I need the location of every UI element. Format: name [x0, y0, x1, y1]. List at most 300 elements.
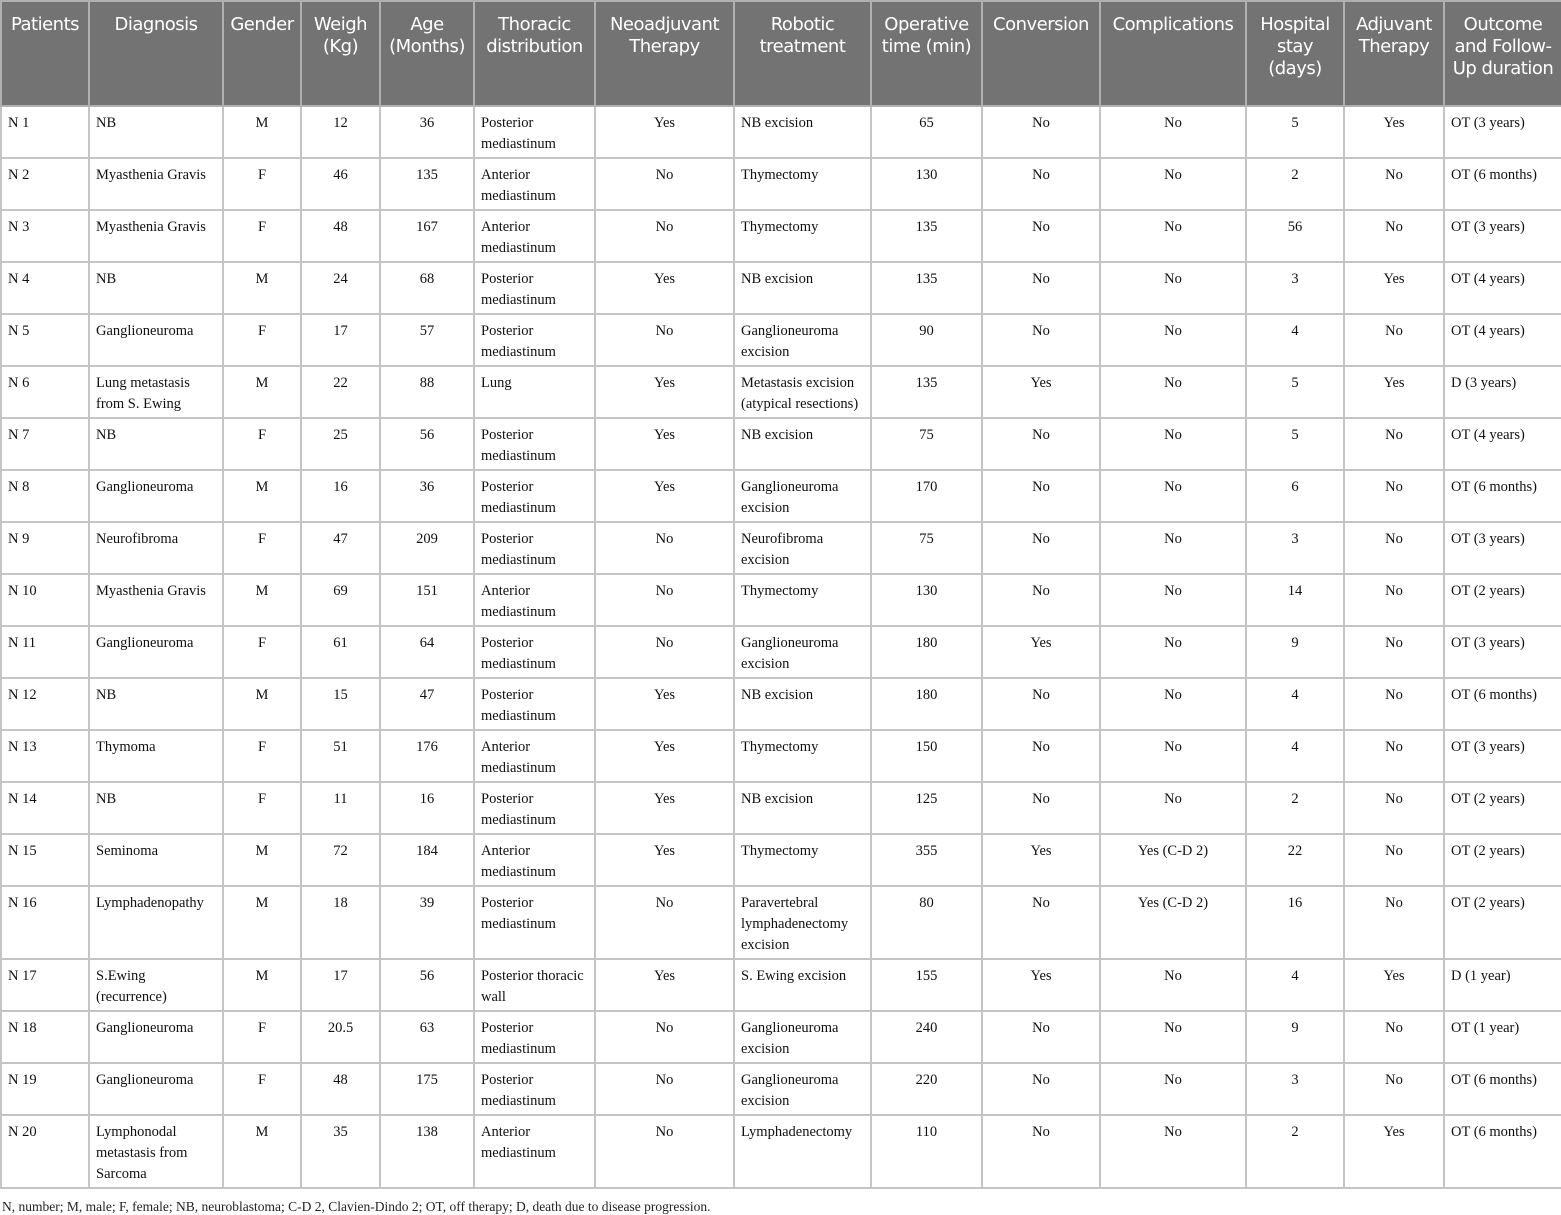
table-cell: 170	[871, 470, 982, 522]
table-cell: N 16	[1, 886, 89, 959]
table-cell: NB	[89, 418, 223, 470]
table-cell: Myasthenia Gravis	[89, 210, 223, 262]
table-cell: 9	[1246, 626, 1344, 678]
table-cell: N 20	[1, 1115, 89, 1188]
table-cell: No	[595, 1011, 734, 1063]
table-cell: 22	[1246, 834, 1344, 886]
table-row	[1, 1063, 1561, 1115]
table-cell: Thymectomy	[734, 210, 871, 262]
table-cell: No	[1100, 678, 1246, 730]
table-cell: OT (2 years)	[1444, 834, 1561, 886]
table-cell: 5	[1246, 418, 1344, 470]
table-cell: No	[1100, 106, 1246, 158]
table-cell: Neurofibroma	[89, 522, 223, 574]
table-cell: 16	[380, 782, 474, 834]
table-cell: Posterior mediastinum	[474, 678, 595, 730]
table-cell: Yes	[1344, 106, 1444, 158]
table-cell: OT (6 months)	[1444, 678, 1561, 730]
table-row	[1, 574, 1561, 626]
table-cell: Anterior mediastinum	[474, 730, 595, 782]
table-cell: 56	[1246, 210, 1344, 262]
table-cell: No	[1344, 314, 1444, 366]
table-cell: No	[1100, 470, 1246, 522]
table-cell: Paravertebral lymphadenectomy excision	[734, 886, 871, 959]
table-cell: NB excision	[734, 678, 871, 730]
table-cell: Ganglioneuroma excision	[734, 470, 871, 522]
table-cell: N 5	[1, 314, 89, 366]
table-cell: Anterior mediastinum	[474, 210, 595, 262]
table-cell: 135	[871, 210, 982, 262]
table-cell: N 19	[1, 1063, 89, 1115]
table-cell: F	[223, 730, 301, 782]
table-cell: 6	[1246, 470, 1344, 522]
table-row	[1, 470, 1561, 522]
table-cell: OT (2 years)	[1444, 782, 1561, 834]
table-cell: 75	[871, 418, 982, 470]
table-cell: No	[1344, 626, 1444, 678]
table-cell: 2	[1246, 782, 1344, 834]
table-cell: OT (3 years)	[1444, 522, 1561, 574]
table-cell: 16	[301, 470, 380, 522]
table-cell: N 12	[1, 678, 89, 730]
table-cell: Yes	[1344, 262, 1444, 314]
table-cell: 138	[380, 1115, 474, 1188]
table-cell: No	[1344, 158, 1444, 210]
table-cell: 176	[380, 730, 474, 782]
table-cell: Thymectomy	[734, 730, 871, 782]
column-header: Complications	[1100, 1, 1246, 106]
table-cell: 68	[380, 262, 474, 314]
table-row	[1, 158, 1561, 210]
table-cell: F	[223, 1063, 301, 1115]
table-cell: Yes	[982, 834, 1100, 886]
table-cell: 64	[380, 626, 474, 678]
table-cell: Metastasis excision (atypical resections)	[734, 366, 871, 418]
column-header: Age (Months)	[380, 1, 474, 106]
table-cell: 72	[301, 834, 380, 886]
table-cell: OT (3 years)	[1444, 210, 1561, 262]
table-cell: No	[595, 1115, 734, 1188]
table-cell: M	[223, 1115, 301, 1188]
column-header: Weigh (Kg)	[301, 1, 380, 106]
table-cell: No	[595, 626, 734, 678]
table-cell: N 14	[1, 782, 89, 834]
table-cell: No	[1344, 1011, 1444, 1063]
table-cell: Ganglioneuroma	[89, 626, 223, 678]
table-cell: Posterior mediastinum	[474, 314, 595, 366]
table-cell: Lymphadenectomy	[734, 1115, 871, 1188]
table-cell: No	[982, 418, 1100, 470]
table-cell: N 18	[1, 1011, 89, 1063]
table-row	[1, 522, 1561, 574]
table-cell: 88	[380, 366, 474, 418]
table-cell: 18	[301, 886, 380, 959]
table-cell: No	[982, 262, 1100, 314]
table-cell: Yes	[982, 626, 1100, 678]
table-cell: 220	[871, 1063, 982, 1115]
table-cell: 17	[301, 959, 380, 1011]
table-cell: No	[1100, 1115, 1246, 1188]
table-cell: 240	[871, 1011, 982, 1063]
table-cell: No	[982, 470, 1100, 522]
table-cell: 151	[380, 574, 474, 626]
table-cell: 69	[301, 574, 380, 626]
table-cell: Posterior mediastinum	[474, 1011, 595, 1063]
table-cell: OT (4 years)	[1444, 262, 1561, 314]
table-cell: N 8	[1, 470, 89, 522]
table-cell: No	[595, 1063, 734, 1115]
table-cell: N 15	[1, 834, 89, 886]
table-cell: Anterior mediastinum	[474, 158, 595, 210]
table-cell: No	[1100, 262, 1246, 314]
table-cell: F	[223, 158, 301, 210]
table-cell: 130	[871, 158, 982, 210]
table-cell: 4	[1246, 678, 1344, 730]
table-cell: Yes	[1344, 366, 1444, 418]
table-cell: No	[1100, 959, 1246, 1011]
table-cell: 135	[871, 366, 982, 418]
table-row	[1, 210, 1561, 262]
table-row	[1, 418, 1561, 470]
table-cell: No	[1344, 782, 1444, 834]
table-cell: NB	[89, 782, 223, 834]
table-row	[1, 959, 1561, 1011]
table-row	[1, 1011, 1561, 1063]
table-cell: No	[595, 158, 734, 210]
header-row	[1, 1, 1561, 106]
table-cell: 16	[1246, 886, 1344, 959]
table-cell: 15	[301, 678, 380, 730]
table-row	[1, 730, 1561, 782]
table-cell: No	[1100, 418, 1246, 470]
table-cell: No	[1344, 522, 1444, 574]
table-cell: No	[595, 522, 734, 574]
table-cell: Yes	[595, 959, 734, 1011]
table-cell: F	[223, 314, 301, 366]
table-cell: No	[1344, 834, 1444, 886]
table-cell: Thymectomy	[734, 574, 871, 626]
table-cell: No	[1100, 626, 1246, 678]
table-cell: 24	[301, 262, 380, 314]
table-cell: 56	[380, 418, 474, 470]
table-cell: M	[223, 886, 301, 959]
table-cell: No	[1344, 886, 1444, 959]
table-cell: Anterior mediastinum	[474, 574, 595, 626]
table-cell: No	[595, 574, 734, 626]
table-cell: 56	[380, 959, 474, 1011]
table-cell: F	[223, 626, 301, 678]
table-cell: No	[982, 1063, 1100, 1115]
table-cell: Thymectomy	[734, 834, 871, 886]
table-cell: Lung	[474, 366, 595, 418]
table-cell: Myasthenia Gravis	[89, 158, 223, 210]
table-cell: 14	[1246, 574, 1344, 626]
table-cell: M	[223, 470, 301, 522]
table-cell: Yes	[982, 366, 1100, 418]
table-cell: NB excision	[734, 418, 871, 470]
table-cell: 135	[380, 158, 474, 210]
table-cell: D (1 year)	[1444, 959, 1561, 1011]
table-cell: 3	[1246, 262, 1344, 314]
table-cell: Yes	[595, 678, 734, 730]
table-cell: M	[223, 959, 301, 1011]
table-cell: Ganglioneuroma	[89, 1063, 223, 1115]
column-header: Outcome and Follow-Up duration	[1444, 1, 1561, 106]
table-cell: Yes	[1344, 959, 1444, 1011]
table-cell: Seminoma	[89, 834, 223, 886]
table-cell: No	[595, 210, 734, 262]
table-cell: 65	[871, 106, 982, 158]
table-cell: 355	[871, 834, 982, 886]
table-cell: 36	[380, 106, 474, 158]
table-cell: No	[1344, 470, 1444, 522]
column-header: Conversion	[982, 1, 1100, 106]
table-cell: OT (4 years)	[1444, 418, 1561, 470]
table-cell: No	[595, 314, 734, 366]
table-row	[1, 366, 1561, 418]
table-cell: NB	[89, 106, 223, 158]
column-header: Thoracic distribution	[474, 1, 595, 106]
table-cell: Yes (C-D 2)	[1100, 834, 1246, 886]
table-cell: F	[223, 418, 301, 470]
table-cell: N 17	[1, 959, 89, 1011]
table-cell: S. Ewing excision	[734, 959, 871, 1011]
table-cell: NB excision	[734, 106, 871, 158]
table-cell: OT (6 months)	[1444, 470, 1561, 522]
table-cell: Lymphonodal metastasis from Sarcoma	[89, 1115, 223, 1188]
table-cell: No	[982, 1115, 1100, 1188]
table-cell: Ganglioneuroma excision	[734, 314, 871, 366]
table-row	[1, 678, 1561, 730]
table-cell: F	[223, 1011, 301, 1063]
table-cell: Yes	[595, 262, 734, 314]
table-cell: 48	[301, 210, 380, 262]
table-cell: 209	[380, 522, 474, 574]
table-cell: M	[223, 834, 301, 886]
table-cell: 180	[871, 678, 982, 730]
table-cell: Yes	[595, 366, 734, 418]
table-cell: No	[982, 730, 1100, 782]
table-cell: 25	[301, 418, 380, 470]
table-cell: No	[1344, 678, 1444, 730]
table-cell: 167	[380, 210, 474, 262]
table-cell: 80	[871, 886, 982, 959]
table-cell: M	[223, 106, 301, 158]
table-row	[1, 886, 1561, 959]
column-header: Patients	[1, 1, 89, 106]
table-cell: 22	[301, 366, 380, 418]
table-cell: 2	[1246, 158, 1344, 210]
table-cell: 63	[380, 1011, 474, 1063]
table-cell: Yes	[595, 418, 734, 470]
table-cell: 61	[301, 626, 380, 678]
table-cell: N 7	[1, 418, 89, 470]
table-cell: OT (1 year)	[1444, 1011, 1561, 1063]
table-cell: 11	[301, 782, 380, 834]
table-cell: N 10	[1, 574, 89, 626]
table-cell: F	[223, 210, 301, 262]
column-header: Robotic treatment	[734, 1, 871, 106]
table-cell: 135	[871, 262, 982, 314]
table-cell: 125	[871, 782, 982, 834]
table-cell: N 2	[1, 158, 89, 210]
table-cell: 4	[1246, 730, 1344, 782]
table-cell: Ganglioneuroma excision	[734, 1063, 871, 1115]
table-footnote: N, number; M, male; F, female; NB, neuroblastoma; C-D 2, Clavien-Dindo 2; OT, off therapy; D, death due to disease progression.	[2, 1199, 711, 1214]
table-cell: N 9	[1, 522, 89, 574]
table-cell: 180	[871, 626, 982, 678]
table-cell: 4	[1246, 314, 1344, 366]
table-cell: Anterior mediastinum	[474, 834, 595, 886]
table-cell: 39	[380, 886, 474, 959]
table-cell: No	[1344, 1063, 1444, 1115]
table-cell: Posterior mediastinum	[474, 522, 595, 574]
table-cell: OT (3 years)	[1444, 626, 1561, 678]
table-cell: Ganglioneuroma	[89, 1011, 223, 1063]
table-cell: No	[1344, 418, 1444, 470]
table-cell: Yes	[1344, 1115, 1444, 1188]
table-cell: Posterior mediastinum	[474, 886, 595, 959]
table-cell: Posterior thoracic wall	[474, 959, 595, 1011]
table-cell: OT (6 months)	[1444, 158, 1561, 210]
table-cell: Myasthenia Gravis	[89, 574, 223, 626]
table-cell: Anterior mediastinum	[474, 1115, 595, 1188]
column-header: Diagnosis	[89, 1, 223, 106]
table-cell: No	[595, 886, 734, 959]
table-cell: OT (6 months)	[1444, 1115, 1561, 1188]
table-cell: No	[982, 210, 1100, 262]
table-cell: Yes (C-D 2)	[1100, 886, 1246, 959]
table-row	[1, 1115, 1561, 1188]
table-row	[1, 106, 1561, 158]
table-cell: No	[982, 522, 1100, 574]
column-header: Gender	[223, 1, 301, 106]
table-cell: 17	[301, 314, 380, 366]
table-cell: 5	[1246, 366, 1344, 418]
table-cell: Ganglioneuroma excision	[734, 1011, 871, 1063]
table-cell: Posterior mediastinum	[474, 418, 595, 470]
table-cell: F	[223, 522, 301, 574]
table-row	[1, 262, 1561, 314]
table-cell: 90	[871, 314, 982, 366]
table-cell: No	[1344, 730, 1444, 782]
table-cell: Ganglioneuroma	[89, 470, 223, 522]
table-cell: Thymoma	[89, 730, 223, 782]
table-cell: NB excision	[734, 782, 871, 834]
table-cell: No	[1100, 1063, 1246, 1115]
column-header: Operative time (min)	[871, 1, 982, 106]
table-cell: No	[1100, 314, 1246, 366]
table-cell: Yes	[982, 959, 1100, 1011]
table-cell: No	[1100, 1011, 1246, 1063]
table-cell: 47	[301, 522, 380, 574]
table-row	[1, 314, 1561, 366]
table-cell: 3	[1246, 1063, 1344, 1115]
table-cell: 36	[380, 470, 474, 522]
table-cell: Posterior mediastinum	[474, 470, 595, 522]
table-cell: Neurofibroma excision	[734, 522, 871, 574]
table-cell: 47	[380, 678, 474, 730]
table-cell: No	[982, 158, 1100, 210]
table-cell: N 4	[1, 262, 89, 314]
table-cell: 51	[301, 730, 380, 782]
table-row	[1, 626, 1561, 678]
table-cell: N 3	[1, 210, 89, 262]
table-cell: Posterior mediastinum	[474, 106, 595, 158]
table-cell: OT (2 years)	[1444, 574, 1561, 626]
table-cell: NB	[89, 678, 223, 730]
table-cell: 130	[871, 574, 982, 626]
table-cell: M	[223, 262, 301, 314]
table-cell: 46	[301, 158, 380, 210]
table-cell: Yes	[595, 106, 734, 158]
table-cell: Ganglioneuroma excision	[734, 626, 871, 678]
table-cell: 3	[1246, 522, 1344, 574]
table-cell: No	[982, 886, 1100, 959]
table-cell: Posterior mediastinum	[474, 782, 595, 834]
table-row	[1, 782, 1561, 834]
table-cell: No	[1100, 782, 1246, 834]
table-cell: F	[223, 782, 301, 834]
table-cell: No	[982, 106, 1100, 158]
table-cell: 110	[871, 1115, 982, 1188]
table-cell: 155	[871, 959, 982, 1011]
table-cell: 75	[871, 522, 982, 574]
table-cell: 2	[1246, 1115, 1344, 1188]
table-cell: No	[982, 1011, 1100, 1063]
table-cell: Posterior mediastinum	[474, 262, 595, 314]
table-cell: No	[982, 574, 1100, 626]
table-cell: No	[1100, 574, 1246, 626]
table-cell: Yes	[595, 782, 734, 834]
table-cell: No	[982, 314, 1100, 366]
table-cell: No	[1344, 574, 1444, 626]
table-cell: 5	[1246, 106, 1344, 158]
table-cell: N 13	[1, 730, 89, 782]
table-row	[1, 834, 1561, 886]
table-cell: NB excision	[734, 262, 871, 314]
table-cell: 12	[301, 106, 380, 158]
table-cell: N 6	[1, 366, 89, 418]
table-cell: No	[1100, 210, 1246, 262]
table-cell: 9	[1246, 1011, 1344, 1063]
table-cell: OT (2 years)	[1444, 886, 1561, 959]
table-cell: Yes	[595, 834, 734, 886]
table-cell: Posterior mediastinum	[474, 1063, 595, 1115]
table-cell: Yes	[595, 470, 734, 522]
table-cell: No	[1100, 730, 1246, 782]
table-cell: No	[1100, 522, 1246, 574]
table-cell: No	[1100, 366, 1246, 418]
table-cell: Lymphadenopathy	[89, 886, 223, 959]
table-cell: S.Ewing (recurrence)	[89, 959, 223, 1011]
table-cell: No	[1100, 158, 1246, 210]
table-cell: Ganglioneuroma	[89, 314, 223, 366]
table-cell: NB	[89, 262, 223, 314]
table-cell: D (3 years)	[1444, 366, 1561, 418]
table-cell: 57	[380, 314, 474, 366]
table-cell: M	[223, 574, 301, 626]
table-cell: Lung metastasis from S. Ewing	[89, 366, 223, 418]
table-cell: No	[1344, 210, 1444, 262]
column-header: Hospital stay (days)	[1246, 1, 1344, 106]
table-cell: Thymectomy	[734, 158, 871, 210]
table-cell: No	[982, 782, 1100, 834]
table-cell: OT (3 years)	[1444, 106, 1561, 158]
table-cell: N 1	[1, 106, 89, 158]
table-cell: M	[223, 678, 301, 730]
table-cell: 4	[1246, 959, 1344, 1011]
